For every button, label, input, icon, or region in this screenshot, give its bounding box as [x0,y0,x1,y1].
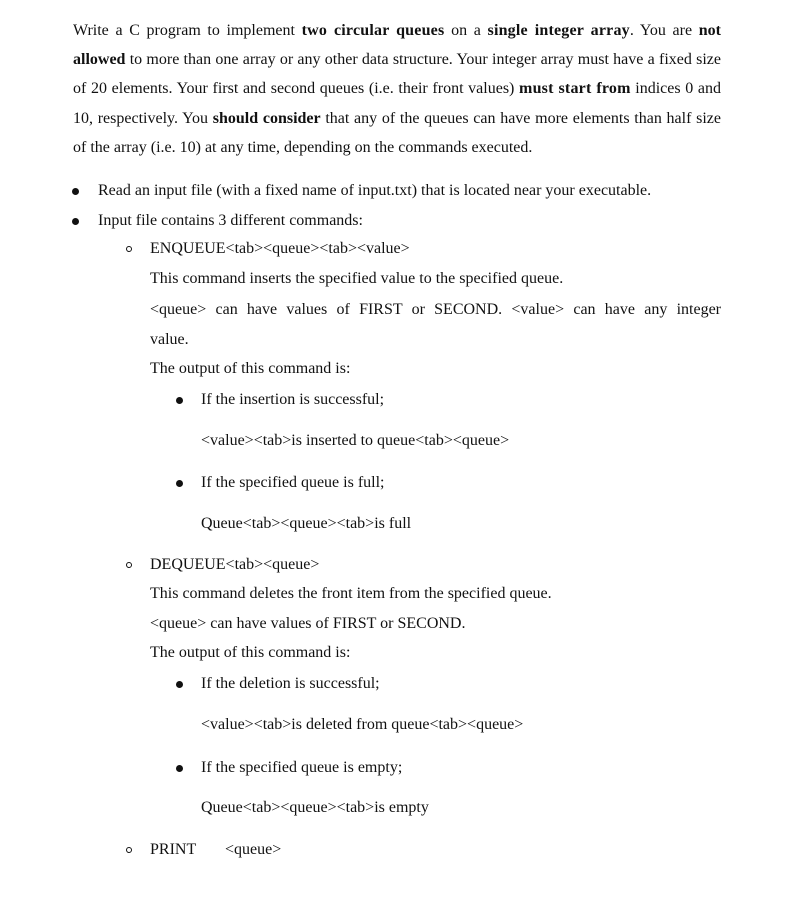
dequeue-success-output: <value><tab>is deleted from queue<tab><queue> [201,716,524,733]
bullet-dot [176,765,183,772]
intro-paragraph [73,16,721,162]
intro-text: Write a C program to implement [73,22,302,39]
intro-bold: should consider [212,109,321,127]
dequeue-desc: This command deletes the front item from the specified queue. [150,585,552,602]
enqueue-success-output: <value><tab>is inserted to queue<tab><queue> [201,432,510,449]
print-argument: <queue> [225,841,282,858]
dequeue-case-success: If the deletion is successful; [201,675,380,692]
dequeue-values: <queue> can have values of FIRST or SECOND. [150,615,466,632]
enqueue-desc: This command inserts the specified value to the specified queue. [150,270,564,287]
dequeue-empty-output: Queue<tab><queue><tab>is empty [201,799,429,816]
bullet-dot [176,681,183,688]
enqueue-case-success: If the insertion is successful; [201,391,385,408]
bullet-item-commands: Input file contains 3 different commands: [98,212,363,229]
intro-bold: single integer array [487,22,630,39]
sub-bullet-circle [126,246,132,252]
intro-bold: not allowed [73,22,721,69]
sub-bullet-circle [126,847,132,853]
intro-text: on a [444,22,488,39]
enqueue-full-output: Queue<tab><queue><tab>is full [201,515,412,532]
print-command: PRINT [150,841,197,858]
enqueue-values-cont: value. [150,331,189,348]
intro-text: to more than one array or any other data structure. Your integer array must have a fixed size of 20 elements. Your first and second queues (i.e. their front values) [73,51,721,98]
bullet-dot [176,480,183,487]
intro-bold: two circular queues [301,22,445,39]
intro-text: . You are [629,22,699,39]
intro-bold: must start from [519,80,631,98]
bullet-dot [176,397,183,404]
bullet-item-input-file: Read an input file (with a fixed name of input.txt) that is located near your executable. [98,182,652,199]
enqueue-header: ENQUEUE<tab><queue><tab><value> [150,240,410,257]
dequeue-header: DEQUEUE<tab><queue> [150,556,320,573]
sub-bullet-circle [126,562,132,568]
intro-text: that any of the queues can have more elements than half size of the array (i.e. 10) at any time, depending on the commands executed. [73,109,722,156]
enqueue-values: <queue> can have values of FIRST or SECOND. <value> can have any integer [150,301,721,318]
dequeue-case-empty: If the specified queue is empty; [201,759,403,776]
dequeue-output-label: The output of this command is: [150,644,351,661]
bullet-dot [72,188,79,195]
enqueue-output-label: The output of this command is: [150,360,351,377]
intro-text: indices 0 and 10, respectively. You [73,80,722,127]
bullet-dot [72,218,79,225]
enqueue-case-full: If the specified queue is full; [201,474,385,491]
